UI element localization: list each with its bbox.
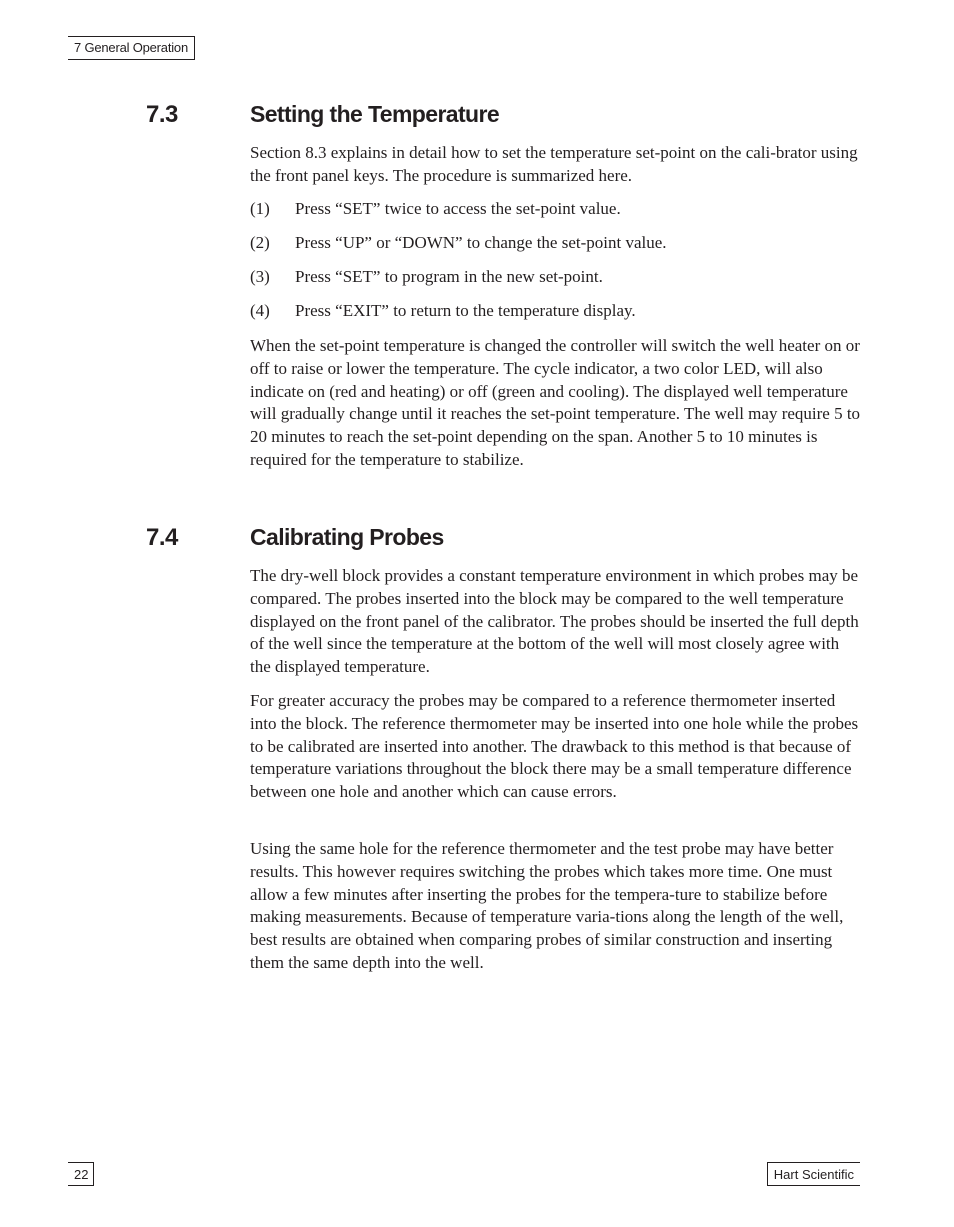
body-paragraph: The dry-well block provides a constant temperature environment in which probes may be compared. The probes inserted into the block may be compared to the well temperature displayed on the front panel of the calibrator. The probes should be inserted the full depth of the well since the temperature at the bottom of the well will most closely agree with the displayed temperature. — [250, 566, 859, 677]
body-paragraph: When the set-point temperature is changed the controller will switch the well heater on or off to raise or lower the temperature. The cycle indicator, a two color LED, will also indicate on (red and heating) or off (green and cooling). The displayed well temperature will gradually change until it reaches the set-point temperature. The well may require 5 to 20 minutes to reach the set-point depending on the span. Another 5 to 10 minutes is required for the temperature to stabilize. — [250, 336, 861, 469]
step-text: Press “SET” twice to access the set-point value. — [295, 199, 621, 218]
section-number: 7.3 — [146, 101, 178, 128]
step-number: (2) — [250, 233, 270, 252]
footer-company: Hart Scientific — [767, 1162, 860, 1186]
section-number: 7.4 — [146, 524, 178, 551]
page-number: 22 — [68, 1162, 94, 1186]
chapter-header-tab: 7 General Operation — [68, 36, 195, 60]
section-intro-paragraph: Section 8.3 explains in detail how to set the temperature set-point on the cali-brator using the front panel keys. The procedure is summarized here. — [250, 143, 858, 185]
body-paragraph: For greater accuracy the probes may be compared to a reference thermometer inserted into the block. The reference thermometer may be inserted into one hole while the probes to be calibrated are inserted into another. The drawback to this method is that because of temperature variations throughout the block there may be a small temperature difference between one hole and another which can cause errors. — [250, 691, 859, 802]
step-number: (1) — [250, 199, 270, 218]
step-text: Press “UP” or “DOWN” to change the set-point value. — [295, 233, 667, 252]
section-title: Calibrating Probes — [250, 524, 444, 550]
section-title: Setting the Temperature — [250, 101, 500, 127]
step-text: Press “EXIT” to return to the temperature display. — [295, 301, 636, 320]
step-number: (4) — [250, 301, 270, 320]
body-paragraph: Using the same hole for the reference thermometer and the test probe may have better results. This however requires switching the probes which takes more time. One must allow a few minutes after inserting the probes for the tempera-ture to stabilize before making measurements. Because of temperature varia-tions along the length of the well, best results are obtained when comparing probes of similar construction and inserting them the same depth into the well. — [250, 839, 844, 972]
step-text: Press “SET” to program in the new set-point. — [295, 267, 603, 286]
step-number: (3) — [250, 267, 270, 286]
